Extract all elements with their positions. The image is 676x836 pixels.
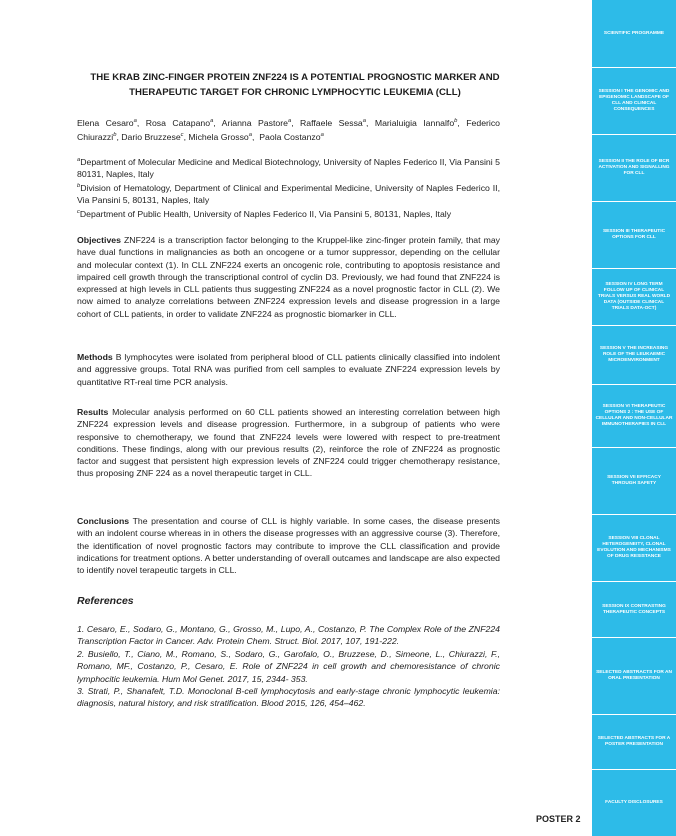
author: Paola Costanzo$^a$ [259, 132, 324, 143]
sidebar-item-session-3[interactable]: SESSION III THERAPEUTIC OPTIONS FOR CLL [592, 202, 676, 268]
references-heading: References [77, 595, 134, 607]
results-text: Molecular analysis performed on 60 CLL patients showed an interesting correlation between high ZNF224 expression levels and disease progression. Furthermore, in a subgroup of patients who were responsive to chemotherapy, we found that ZNF224 levels were lowered with respect to pre-treatment conditions. These findings, along with our previous results (2), reinforce the role of ZNF224 as prognostic factor and suggest that persistent high expression levels of ZNF224 could trigger chemotherapy resistance, thus proposing ZNF 224 as a novel therapeutic target in CLL. [77, 407, 500, 479]
reference-item: 2. Busiello, T., Ciano, M., Romano, S., Sodaro, G., Garofalo, O., Bruzzese, D., Simeone, L., Chiurazzi, F., Romano, MF., Costanzo, P., Cesaro, E. Role of ZNF224 in cell growth and chemoresistance of chronic lymphocitic leukemia. Hum Mol Genet. 2017, 15, 2344- 353. [77, 649, 500, 684]
methods-section [77, 351, 500, 388]
sidebar-item-scientific-programme[interactable]: SCIENTIFIC PROGRAMME [592, 0, 676, 67]
affiliation: $^c$Department of Public Health, University of Naples Federico II, Via Pansini 5, 80131, Naples, Italy [77, 208, 452, 219]
author: Elena Cesaro$^a$ [77, 117, 137, 128]
abstract-title: THE KRAB ZINC-FINGER PROTEIN ZNF224 IS A POTENTIAL PROGNOSTIC MARKER AND THERAPEUTIC TARGET FOR CHRONIC LYMPHOCYTIC LEUKEMIA (CLL) [90, 72, 500, 98]
sidebar-item-session-5[interactable]: SESSION V THE INCREASING ROLE OF THE LEUKAEMIC MICROENVIRONMENT [592, 326, 676, 384]
sidebar-item-session-6[interactable]: SESSION VI THERAPEUTIC OPTIONS 2 : THE USE OF CELLULAR AND NON-CELLULAR IMMUNOTHERAPIES IN CLL [592, 385, 676, 447]
author: Arianna Pastore$^a$ [221, 117, 292, 128]
author: Raffaele Sessa$^a$ [300, 117, 366, 128]
objectives-section [77, 234, 500, 320]
conclusions-section [77, 515, 500, 576]
affiliation: $^a$Department of Molecular Medicine and Medical Biotechnology, University of Naples Federico II, Via Pansini 5 80131, Naples, Italy [77, 156, 500, 180]
objectives-text: ZNF224 is a transcription factor belonging to the Kruppel-like zinc-finger protein family, that may have dual functions in malignancies as both an oncogene or a tumor suppressor, depending on the cellular and molecular context (1). In CLL ZNF224 exerts an oncogenic role, contributing to apoptosis resistance and impaired cell growth through the transcriptional control of cyclin D3. Previously, we had found that ZNF224 is expressed at high levels in CLL patients thus suggesting ZNF224 as a novel prognostic factor in CLL (2). We now aimed to analyze correlations between ZNF224 expression levels and disease progression in a large cohort of CLL patients, in order to validate ZNF224 as prognostic biomarker in CLL. [77, 235, 500, 319]
session-sidebar [592, 0, 676, 836]
results-section [77, 406, 500, 480]
sidebar-item-session-7[interactable]: SESSION VII EFFICACY THROUGH SAFETY [592, 448, 676, 514]
author: Federico Chiurazzi$^b$ [77, 117, 501, 143]
results-heading: Results [77, 407, 109, 417]
author: Marialuigia Iannalfo$^b$ [374, 117, 458, 128]
author: Rosa Catapano$^a$ [145, 117, 214, 128]
sidebar-item-session-4[interactable]: SESSION IV LONG TERM FOLLOW UP OF CLINICAL TRIALS VERSUS REAL WORLD DATA (OUTSIDE CLINICAL TRIALS DATA-OCT) [592, 269, 676, 325]
conclusions-text: The presentation and course of CLL is highly variable. In some cases, the disease presents with an indolent course whereas in in others the disease progresses with an aggressive course (3). Therefore, the identification of novel prognostic factors may contribute to improve the CLL classification and provide indications for treatment options. A better understanding of overall outcames and landscape are also expected to identify novel terapeutic targets in CLL. [77, 516, 500, 576]
sidebar-item-session-9[interactable]: SESSION IX CONTRASTING THERAPEUTIC CONCEPTS [592, 582, 676, 637]
sidebar-item-poster-abstracts[interactable]: SELECTED ABSTRACTS FOR A POSTER PRESENTATION [592, 715, 676, 769]
reference-item: 3. Strati, P., Shanafelt, T.D. Monoclonal B-cell lymphocytosis and early-stage chronic lymphocytic leukemia: diagnosis, natural history, and risk stratification. Blood 2015, 126, 454–462. [77, 686, 500, 709]
objectives-heading: Objectives [77, 235, 121, 245]
author: Michela Grosso$^a$ [188, 132, 252, 143]
conclusions-heading: Conclusions [77, 516, 130, 526]
sidebar-item-session-8[interactable]: SESSION VIII CLONAL HETEROGENEITY, CLONAL EVOLUTION AND MECHANISMS OF DRUG RESISTANCE [592, 515, 676, 581]
poster-label: POSTER 2 [536, 814, 581, 824]
sidebar-item-faculty-disclosures[interactable]: FACULTY DISCLOSURES [592, 770, 676, 836]
sidebar-item-oral-abstracts[interactable]: SELECTED ABSTRACTS FOR AN ORAL PRESENTATION [592, 638, 676, 714]
sidebar-item-session-2[interactable]: SESSION II THE ROLE OF BCR ACTIVATION AND SIGNALLING FOR CLL [592, 135, 676, 201]
methods-text: B lymphocytes were isolated from peripheral blood of CLL patients clinically classified into indolent and aggressive groups. Total RNA was purified from cell samples to evaluate ZNF224 expression levels by quantitative RT-real time PCR analysis. [77, 352, 501, 387]
author-list: Elena Cesaro$^a$, Rosa Catapano$^a$, Arianna Pastore$^a$, Raffaele Sessa$^a$, Marialuigia Iannalfo$^b$, Federico Chiurazzi$^b$, Dario Bruzzese$^c$, Michela Grosso$^a$, Paola Costanzo$^a$ [77, 117, 501, 143]
author: Dario Bruzzese$^c$ [121, 132, 184, 143]
sidebar-item-session-1[interactable]: SESSION I THE GENOMIC AND EPIGENOMIC LANDSCAPE OF CLL AND CLINICAL CONSEQUENCES [592, 68, 676, 134]
affiliation: $^b$Division of Hematology, Department of Clinical and Experimental Medicine, University of Naples Federico II, Via Pansini 5, 80131, Naples, Italy [77, 182, 500, 206]
methods-heading: Methods [77, 352, 113, 362]
reference-item: 1. Cesaro, E., Sodaro, G., Montano, G., Grosso, M., Lupo, A., Costanzo, P. The Complex Role of the ZNF224 Transcription Factor in Cancer. Adv. Protein Chem. Struct. Biol. 2017, 107, 191-222. [77, 624, 500, 647]
